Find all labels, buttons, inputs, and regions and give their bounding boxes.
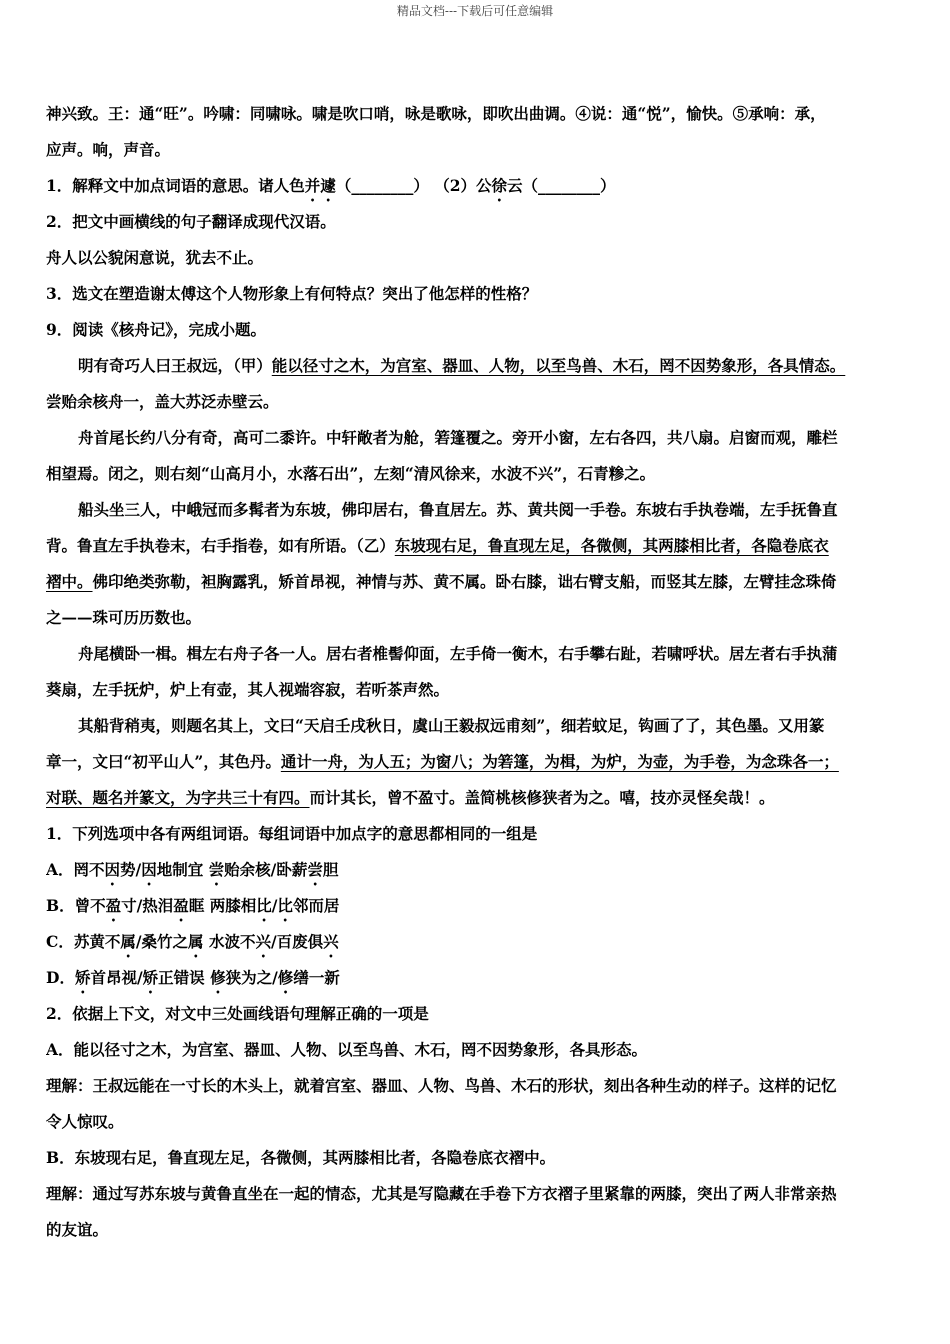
text-span: /百废俱 (270, 932, 324, 951)
text-line (46, 672, 906, 708)
dotted-char: 属 (120, 932, 136, 951)
text-span: 应声。响，声音。 (46, 140, 171, 159)
text-line (46, 1104, 906, 1140)
text-span: B．东坡现右足，鲁直现左足，各微侧，其两膝相比者，各隐卷底衣褶中。 (46, 1148, 556, 1167)
text-span: 寸/热泪 (121, 896, 174, 915)
text-span: 1．解释文中加点词语的意思。诸人色 (46, 176, 305, 195)
text-span: 首昂视/ (90, 968, 143, 987)
text-line (46, 1212, 906, 1248)
dotted-char: 盈 (105, 896, 122, 915)
text-span: （________） （2）公 (335, 176, 492, 195)
text-line (46, 960, 906, 996)
underlined-text: 褶中。 (46, 572, 93, 591)
text-span: C．苏黄不 (46, 932, 121, 951)
text-line (46, 276, 906, 312)
text-line (46, 1032, 906, 1068)
text-line (46, 816, 906, 852)
dotted-char: 兴 (255, 932, 271, 951)
text-line (46, 312, 906, 348)
text-line (46, 708, 906, 744)
text-span: 贻余核/卧薪 (224, 860, 308, 879)
text-span: 势/ (120, 860, 142, 879)
text-span: B．曾不 (46, 896, 106, 915)
text-span: 水波不 (203, 932, 256, 951)
dotted-char: 尝 (307, 860, 323, 879)
text-span: 9．阅读《核舟记》，完成小题。 (46, 320, 267, 339)
document-body (46, 96, 906, 1248)
text-line (46, 96, 906, 132)
dotted-char: 比 (277, 896, 293, 915)
text-span: 舟首尾长约八分有奇，高可二黍许。中轩敞者为舱，箬篷覆之。旁开小窗，左右各四，共八扇。启窗而观，雕栏 (78, 428, 838, 447)
text-span: 理解：王叔远能在一寸长的木头上，就着宫室、器皿、人物、鸟兽、木石的形状，刻出各种生动的样子。这样的记忆 (46, 1076, 837, 1095)
text-span: D． (46, 968, 75, 987)
text-span: 3．选文在塑造谢太傅这个人物形象上有何特点？突出了他怎样的性格？ (46, 284, 538, 303)
underlined-text: 东坡现右足，鲁直现左足，各微侧，其两膝相比者，各隐卷底衣 (394, 536, 829, 555)
text-line (46, 888, 906, 924)
text-span: 尝贻余核舟一，盖大苏泛赤壁云。 (46, 392, 279, 411)
text-line (46, 384, 906, 420)
text-line (46, 1176, 906, 1212)
text-span: 而计其长，曾不盈寸。盖简桃核修狭者为之。嘻，技亦灵怪矣哉！。 (309, 788, 775, 807)
text-line (46, 924, 906, 960)
text-line (46, 564, 906, 600)
text-span: 背。鲁直左手执卷末，右手指卷，如有所语。（乙） (46, 536, 395, 555)
text-line (46, 240, 906, 276)
text-line (46, 492, 906, 528)
text-span: 舟人以公貌闲意说，犹去不止。 (46, 248, 264, 267)
text-span: 船头坐三人，中峨冠而多髯者为东坡，佛印居右，鲁直居左。苏、黄共阅一手卷。东坡右手执卷端，左手抚鲁直 (78, 500, 838, 519)
dotted-char: 矫 (142, 968, 159, 987)
text-line (46, 420, 906, 456)
text-line (46, 1068, 906, 1104)
text-span: 胆 (322, 860, 339, 879)
text-span: 理解：通过写苏东坡与黄鲁直坐在一起的情态，尤其是写隐藏在手卷下方衣褶子里紧靠的两膝，突出了两人非常亲热 (46, 1184, 837, 1203)
dotted-char: 修 (277, 968, 294, 987)
dotted-char: 并 (304, 176, 321, 195)
text-line (46, 744, 906, 780)
text-line (46, 132, 906, 168)
text-span: 之——珠可历历数也。 (46, 608, 202, 627)
text-span: 相望焉。闭之，则右刻“山高月小，水落石出”，左刻“清风徐来，水波不兴”，石青糁之。 (46, 464, 656, 483)
dotted-char: 矫 (74, 968, 91, 987)
text-span: 章一，文曰“初平山人”，其色丹。 (46, 752, 281, 771)
text-span: 1．下列选项中各有两组词语。每组词语中加点字的意思都相同的一组是 (46, 824, 538, 843)
text-span: 明有奇巧人曰王叔远，（甲） (78, 356, 272, 375)
text-span: / (271, 896, 278, 915)
text-span: 舟尾横卧一楫。楫左右舟子各一人。居右者椎髻仰面，左手倚一衡木，右手攀右趾，若啸呼状。居左者右手执蒲 (78, 644, 838, 663)
dotted-char: 兴 (323, 932, 339, 951)
text-span: 眶 两膝相 (188, 896, 257, 915)
text-span: 缮一新 (293, 968, 340, 987)
text-line (46, 1140, 906, 1176)
text-line (46, 996, 906, 1032)
text-span: 葵扇，左手抚炉，炉上有壶，其人视端容寂，若听茶声然。 (46, 680, 450, 699)
text-span: 佛印绝类弥勒，袒胸露乳，矫首昂视，神情与苏、黄不属。卧右膝，诎右臂支船，而竖其左膝，左臂挂念珠倚 (92, 572, 837, 591)
text-span: 其船背稍夷，则题名其上，文曰“天启壬戌秋日，虞山王毅叔远甫刻”，细若蚊足，钩画了了，其色墨。又用篆 (78, 716, 825, 735)
text-span: 邻而居 (292, 896, 340, 915)
text-line (46, 348, 906, 384)
text-line (46, 852, 906, 888)
text-span: 地制宜 (156, 860, 209, 879)
dotted-char: 盈 (173, 896, 189, 915)
text-line (46, 204, 906, 240)
dotted-char: 属 (188, 932, 204, 951)
text-span: /桑竹之 (135, 932, 189, 951)
dotted-char: 尝 (208, 860, 225, 879)
text-line (46, 528, 906, 564)
text-span: 云（________） (507, 176, 616, 195)
dotted-char: 遽 (320, 176, 336, 195)
text-span: 狭为之/ (225, 968, 278, 987)
text-span: 正错误 (158, 968, 211, 987)
text-line (46, 456, 906, 492)
underlined-text: 能以径寸之木，为宫室、器皿、人物，以至鸟兽、木石，罔不因势象形，各具情态。 (271, 356, 846, 375)
text-line (46, 636, 906, 672)
text-span: 2．依据上下文，对文中三处画线语句理解正确的一项是 (46, 1004, 429, 1023)
page-header: 精品文档---下载后可任意编辑 (396, 4, 554, 18)
text-span: 神兴致。王：通“旺”。吟啸：同啸咏。啸是吹口哨，咏是歌咏，即吹出曲调。④说：通“悦”，愉快。⑤承响：承， (46, 104, 826, 123)
underlined-text: 通计一舟，为人五；为窗八；为箬篷，为楫，为炉，为壶，为手卷，为念珠各一； (280, 752, 839, 771)
dotted-char: 徐 (491, 176, 508, 195)
dotted-char: 修 (210, 968, 226, 987)
text-line (46, 600, 906, 636)
text-span: A．罔不 (46, 860, 105, 879)
text-span: 的友谊。 (46, 1220, 109, 1239)
text-line (46, 780, 906, 816)
dotted-char: 因 (141, 860, 157, 879)
dotted-char: 因 (104, 860, 121, 879)
underlined-text: 对联、题名并篆文，为字共三十有四。 (46, 788, 310, 807)
text-line (46, 168, 906, 204)
text-span: A．能以径寸之木，为宫室、器皿、人物、以至鸟兽、木石，罔不因势象形，各具形态。 (46, 1040, 648, 1059)
text-span: 令人惊叹。 (46, 1112, 124, 1131)
text-span: 2．把文中画横线的句子翻译成现代汉语。 (46, 212, 336, 231)
dotted-char: 比 (256, 896, 272, 915)
